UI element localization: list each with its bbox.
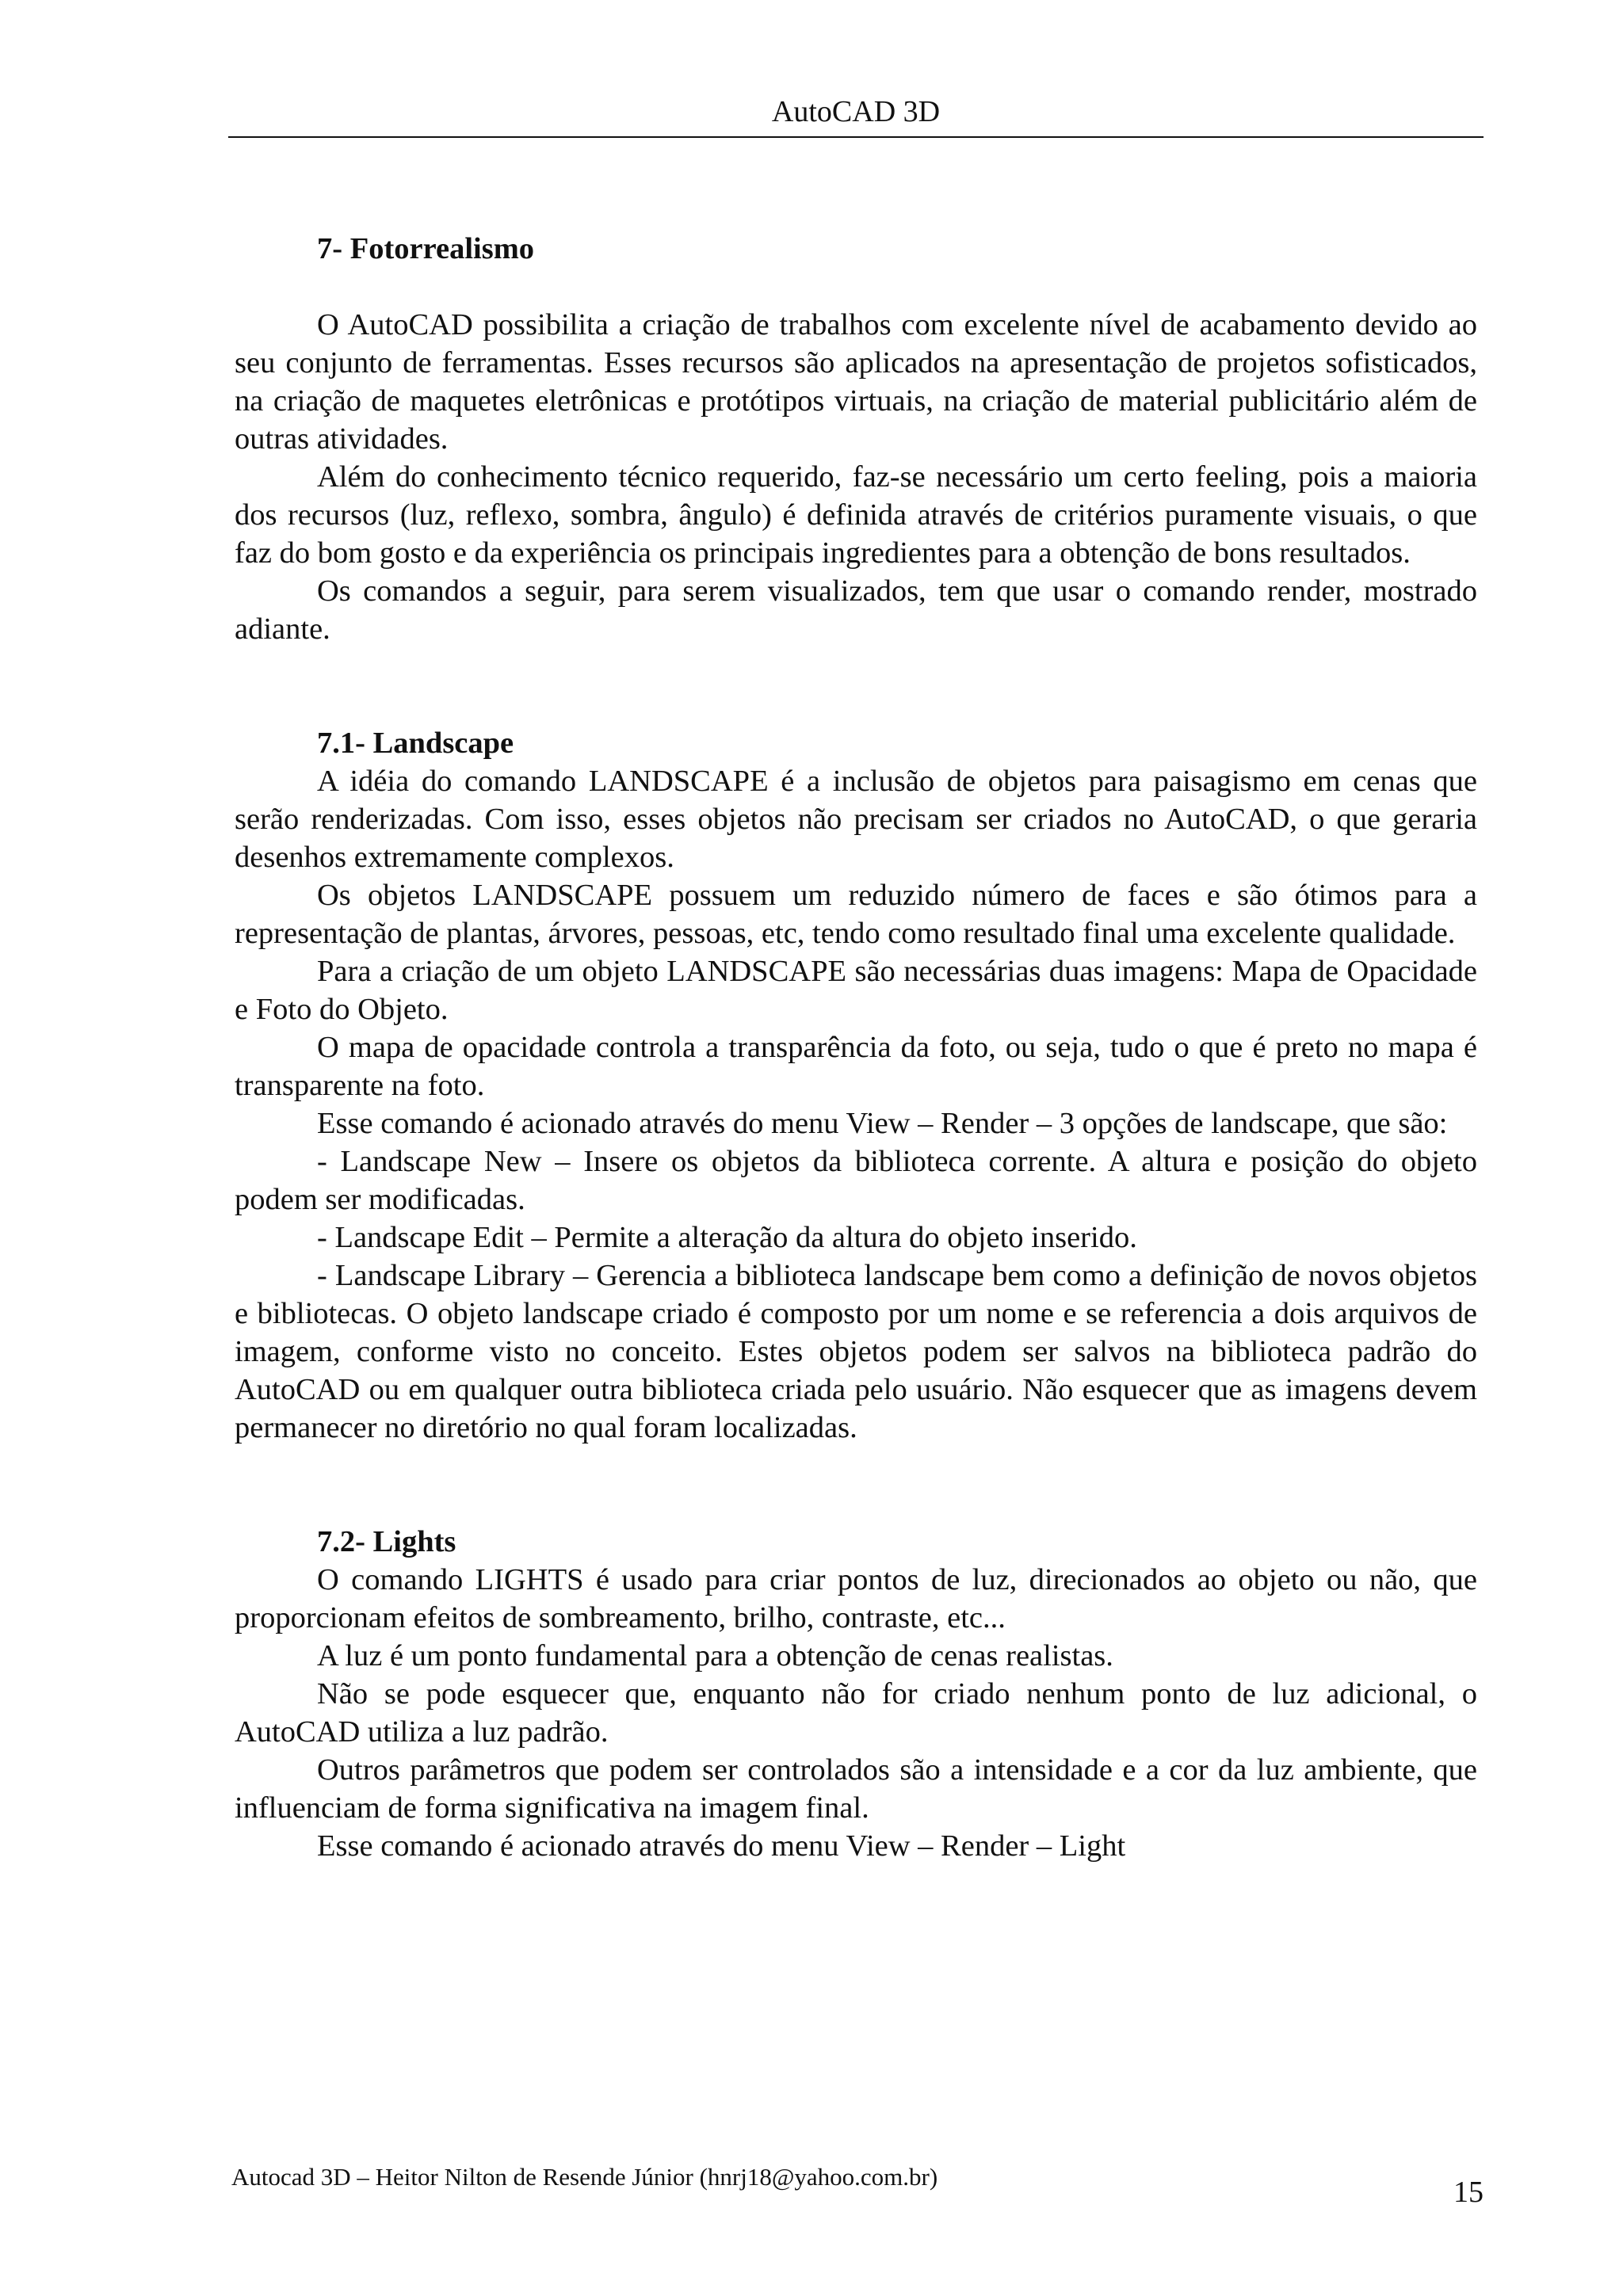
section-landscape xyxy=(235,724,1477,1447)
paragraph: Esse comando é acionado através do menu View – Render – 3 opções de landscape, que são: xyxy=(317,1107,1448,1140)
page-number: 15 xyxy=(1453,2176,1484,2209)
paragraph: Esse comando é acionado através do menu View – Render – Light xyxy=(317,1829,1126,1863)
section-fotorrealismo xyxy=(235,230,1477,648)
footer-text: Autocad 3D – Heitor Nilton de Resende Júnior (hnrj18@yahoo.com.br) xyxy=(231,2163,938,2191)
section-title: 7.1- Landscape xyxy=(317,727,514,760)
paragraph: O mapa de opacidade controla a transparência da foto, ou seja, tudo o que é preto no mapa é transparente na foto. xyxy=(235,1031,1477,1102)
paragraph: Para a criação de um objeto LANDSCAPE são necessárias duas imagens: Mapa de Opacidade e Foto do Objeto. xyxy=(235,955,1477,1026)
section-title: 7.2- Lights xyxy=(317,1525,456,1558)
paragraph: - Landscape Edit – Permite a alteração da altura do objeto inserido. xyxy=(317,1221,1137,1254)
running-header: AutoCAD 3D xyxy=(771,95,941,128)
paragraph: Além do conhecimento técnico requerido, faz-se necessário um certo feeling, pois a maioria dos recursos (luz, reflexo, sombra, ângulo) é definida através de critérios puramente visuais, o que faz do bom gosto e da experiência os principais ingredientes para a obtenção de bons resultados. xyxy=(235,460,1477,570)
paragraph: A luz é um ponto fundamental para a obtenção de cenas realistas. xyxy=(317,1639,1113,1672)
paragraph: Outros parâmetros que podem ser controlados são a intensidade e a cor da luz ambiente, que influenciam de forma significativa na imagem final. xyxy=(235,1753,1477,1825)
section-lights xyxy=(235,1523,1477,1865)
paragraph: - Landscape Library – Gerencia a biblioteca landscape bem como a definição de novos objetos e bibliotecas. O objeto landscape criado é composto por um nome e se referencia a dois arquivos de imagem, conforme visto no conceito. Estes objetos podem ser salvos na biblioteca padrão do AutoCAD ou em qualquer outra biblioteca criada pelo usuário. Não esquecer que as imagens devem permanecer no diretório no qual foram localizadas. xyxy=(235,1259,1477,1444)
paragraph: O AutoCAD possibilita a criação de trabalhos com excelente nível de acabamento devido ao seu conjunto de ferramentas. Esses recursos são aplicados na apresentação de projetos sofisticados, na criação de maquetes eletrônicas e protótipos virtuais, na criação de material publicitário além de outras atividades. xyxy=(235,308,1477,456)
paragraph: O comando LIGHTS é usado para criar pontos de luz, direcionados ao objeto ou não, que proporcionam efeitos de sombreamento, brilho, contraste, etc... xyxy=(235,1563,1477,1634)
spacer xyxy=(235,268,1477,306)
header-rule xyxy=(228,136,1484,138)
paragraph: - Landscape New – Insere os objetos da biblioteca corrente. A altura e posição do objeto podem ser modificadas. xyxy=(235,1145,1477,1216)
paragraph: Os objetos LANDSCAPE possuem um reduzido número de faces e são ótimos para a representação de plantas, árvores, pessoas, etc, tendo como resultado final uma excelente qualidade. xyxy=(235,879,1477,950)
section-spacer xyxy=(235,1447,1477,1523)
paragraph: Os comandos a seguir, para serem visualizados, tem que usar o comando render, mostrado adiante. xyxy=(235,574,1477,646)
paragraph: A idéia do comando LANDSCAPE é a inclusão de objetos para paisagismo em cenas que serão renderizadas. Com isso, esses objetos não precisam ser criados no AutoCAD, o que geraria desenhos extremamente complexos. xyxy=(235,765,1477,874)
section-spacer xyxy=(235,648,1477,724)
section-title: 7- Fotorrealismo xyxy=(317,232,535,265)
paragraph: Não se pode esquecer que, enquanto não for criado nenhum ponto de luz adicional, o AutoCAD utiliza a luz padrão. xyxy=(235,1677,1477,1749)
body-text xyxy=(235,230,1477,1865)
